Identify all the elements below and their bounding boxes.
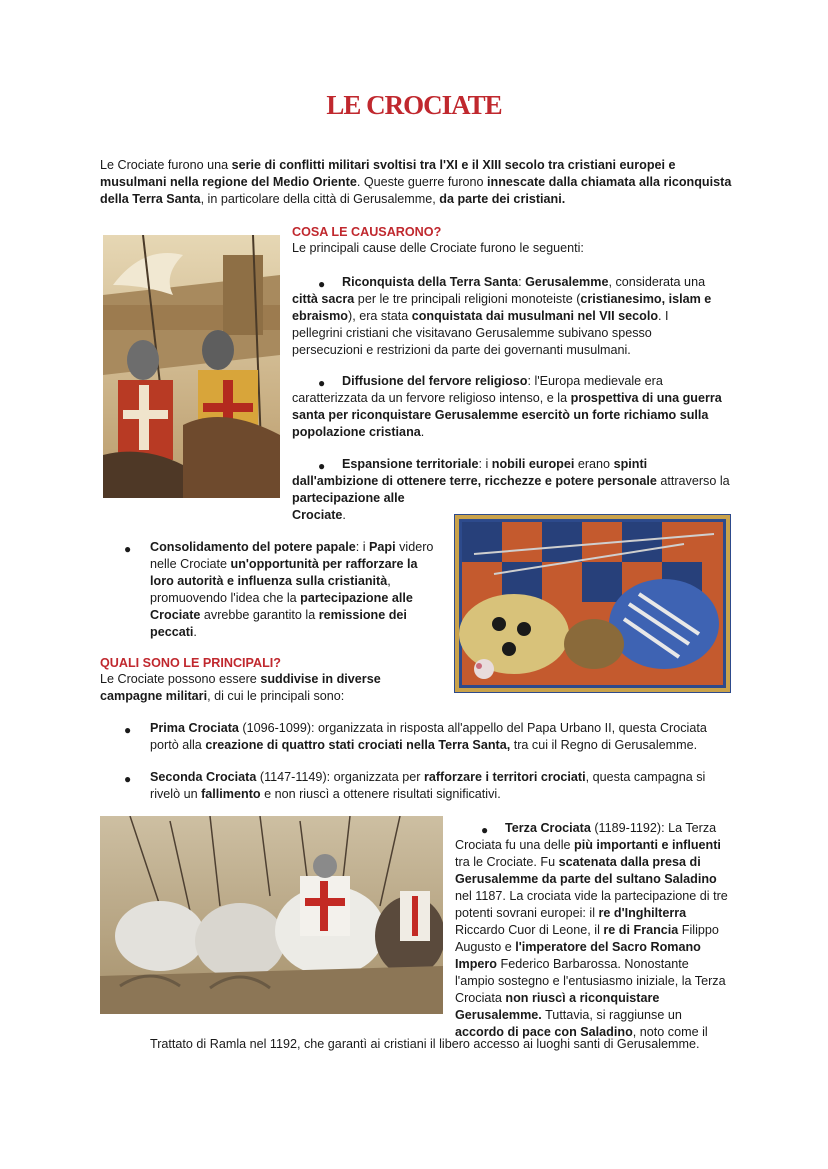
third-crusade-item <box>455 820 730 1041</box>
intro-text: Le Crociate furono una <box>100 158 232 172</box>
crusade-bold: re di Francia <box>603 923 679 937</box>
crusade-text: (1096-1099): organizzata in risposta all'appello del Papa Urbano II, questa Crociata portò alla <box>150 721 707 752</box>
crusade-text: Riccardo Cuor di Leone, il <box>455 923 604 937</box>
cause-bold: dall'ambizione di ottenere terre, ricchezze e potere personale <box>292 474 657 488</box>
bullet-icon: ● <box>481 823 489 837</box>
main-heading: QUALI SONO LE PRINCIPALI? <box>100 656 281 670</box>
crusader-knights-image <box>103 235 280 498</box>
cause-bold: Papi <box>369 540 396 554</box>
cause-bold: conquistata dai musulmani nel VII secolo <box>411 309 659 323</box>
cause-text: , promuovendo l'idea che la <box>150 574 391 605</box>
cause-item-religious-fervor <box>292 373 722 441</box>
cause-bold: prospettiva di una guerra santa per riconquistare Gerusalemme esercitò un forte richiamo sulla popolazione cristiana <box>292 391 722 439</box>
cause-text: erano <box>574 457 614 471</box>
crusade-text: Tuttavia, si raggiunse un <box>541 1008 682 1022</box>
crusade-bold: Seconda Crociata <box>150 770 257 784</box>
crusade-text: , noto come il <box>632 1025 708 1039</box>
cause-bold: nobili europei <box>491 457 575 471</box>
main-lead <box>100 671 410 705</box>
cause-text: avrebbe garantito la <box>200 608 319 622</box>
bullet-icon: ● <box>318 376 326 390</box>
crusade-bold: fallimento <box>201 787 261 801</box>
causes-heading: COSA LE CAUSARONO? <box>292 225 442 239</box>
crusade-bold: re d'Inghilterra <box>598 906 687 920</box>
crusade-text: , questa campagna si rivelò un <box>150 770 706 801</box>
cause-bold: Consolidamento del potere papale <box>150 540 356 554</box>
crusade-text: e non riuscì a ottenere risultati significativi. <box>260 787 501 801</box>
intro-bold: da parte dei cristiani. <box>439 192 566 206</box>
cause-text: : i <box>478 457 492 471</box>
cause-bold: Gerusalemme <box>525 275 609 289</box>
crusade-bold: creazione di quattro stati crociati nella Terra Santa, <box>205 738 511 752</box>
cause-text: attraverso la <box>656 474 730 488</box>
crusade-text: nel 1187. La crociata vide la partecipazione di tre potenti sovrani europei: il <box>455 889 728 920</box>
cause-bold: partecipazione alle Crociate <box>150 591 413 622</box>
crusade-bold: rafforzare i territori crociati <box>423 770 586 784</box>
crusade-text: Filippo Augusto e <box>455 923 719 954</box>
bullet-icon: ● <box>318 459 326 473</box>
bullet-icon: ● <box>124 723 132 737</box>
cause-text: ), era stata <box>348 309 412 323</box>
cause-text: : l'Europa medievale era caratterizzata da un fervore religioso intenso, e la <box>292 374 663 405</box>
cause-bold: partecipazione alle <box>292 491 405 505</box>
cause-bold: Diffusione del fervore religioso <box>342 374 528 388</box>
cause-text: . <box>193 625 197 639</box>
intro-text: . Queste guerre furono <box>356 175 488 189</box>
manuscript-battle-image <box>454 514 731 693</box>
causes-lead: Le principali cause delle Crociate furono le seguenti: <box>292 241 584 255</box>
crusade-bold: Prima Crociata <box>150 721 239 735</box>
crusade-bold: più importanti e influenti <box>574 838 721 852</box>
cause-text: videro nelle Crociate <box>150 540 434 571</box>
second-crusade-item <box>150 769 720 803</box>
cause-text: . <box>342 508 346 522</box>
cause-item-holy-land <box>292 274 722 359</box>
cause-bold: Crociate <box>292 508 343 522</box>
bullet-icon: ● <box>318 277 326 291</box>
bullet-icon: ● <box>124 542 132 556</box>
crusade-text: Federico Barbarossa. Nonostante l'ampio sostegno e l'entusiasmo iniziale, la Terza Crociata <box>455 957 726 1005</box>
crusade-text: tra cui il Regno di Gerusalemme. <box>510 738 698 752</box>
cause-bold: Riconquista della Terra Santa <box>342 275 519 289</box>
crusade-bold: Terza Crociata <box>505 821 591 835</box>
cause-item-papal-power <box>150 539 440 641</box>
cause-text: : <box>518 275 526 289</box>
main-text: Le Crociate possono essere <box>100 672 261 686</box>
cause-bold: città sacra <box>292 292 355 306</box>
crusade-text: (1189-1192): La Terza Crociata fu una delle <box>455 821 717 852</box>
cause-bold: un'opportunità per rafforzare la loro autorità e influenza sulla cristianità <box>150 557 418 588</box>
third-crusade-continuation: Trattato di Ramla nel 1192, che garantì ai cristiani il libero accesso ai luoghi santi di Gerusalemme. <box>150 1037 700 1051</box>
cause-bold: remissione dei peccati <box>150 608 407 639</box>
first-crusade-item <box>150 720 720 754</box>
crusade-bold: accordo di pace con Saladino <box>455 1025 633 1039</box>
intro-bold: serie di conflitti militari svoltisi tra l'XI e il XIII secolo tra cristiani europei e musulmani nella regione del Medio Oriente <box>100 158 676 189</box>
crusade-bold: non riuscì a riconquistare Gerusalemme. <box>455 991 660 1022</box>
intro-paragraph <box>100 157 732 208</box>
crusade-text: (1147-1149): organizzata per <box>256 770 424 784</box>
intro-text: , in particolare della città di Gerusalemme, <box>200 192 440 206</box>
main-text: , di cui le principali sono: <box>207 689 345 703</box>
main-bold: suddivise in diverse campagne militari <box>100 672 381 703</box>
cause-text: : i <box>355 540 370 554</box>
bullet-icon: ● <box>124 772 132 786</box>
crusade-bold: l'imperatore del Sacro Romano Impero <box>455 940 701 971</box>
cause-text: per le tre principali religioni monoteiste ( <box>354 292 581 306</box>
cause-bold: spinti <box>613 457 648 471</box>
cause-text: . I pellegrini cristiani che visitavano Gerusalemme subivano spesso persecuzioni e restrizioni da parte dei governanti musulmani. <box>292 309 669 357</box>
intro-bold: innescate dalla chiamata alla riconquista della Terra Santa <box>100 175 732 206</box>
cause-bold: Espansione territoriale <box>342 457 479 471</box>
cause-bold: cristianesimo, islam e ebraismo <box>292 292 712 323</box>
cause-text: , considerata una <box>608 275 706 289</box>
page-title: LE CROCIATE <box>326 90 502 120</box>
crusade-bold: scatenata dalla presa di Gerusalemme da parte del sultano Saladino <box>455 855 717 886</box>
knights-charge-image <box>100 816 443 1014</box>
crusade-text: tra le Crociate. Fu <box>455 855 559 869</box>
cause-text: . <box>420 425 425 439</box>
